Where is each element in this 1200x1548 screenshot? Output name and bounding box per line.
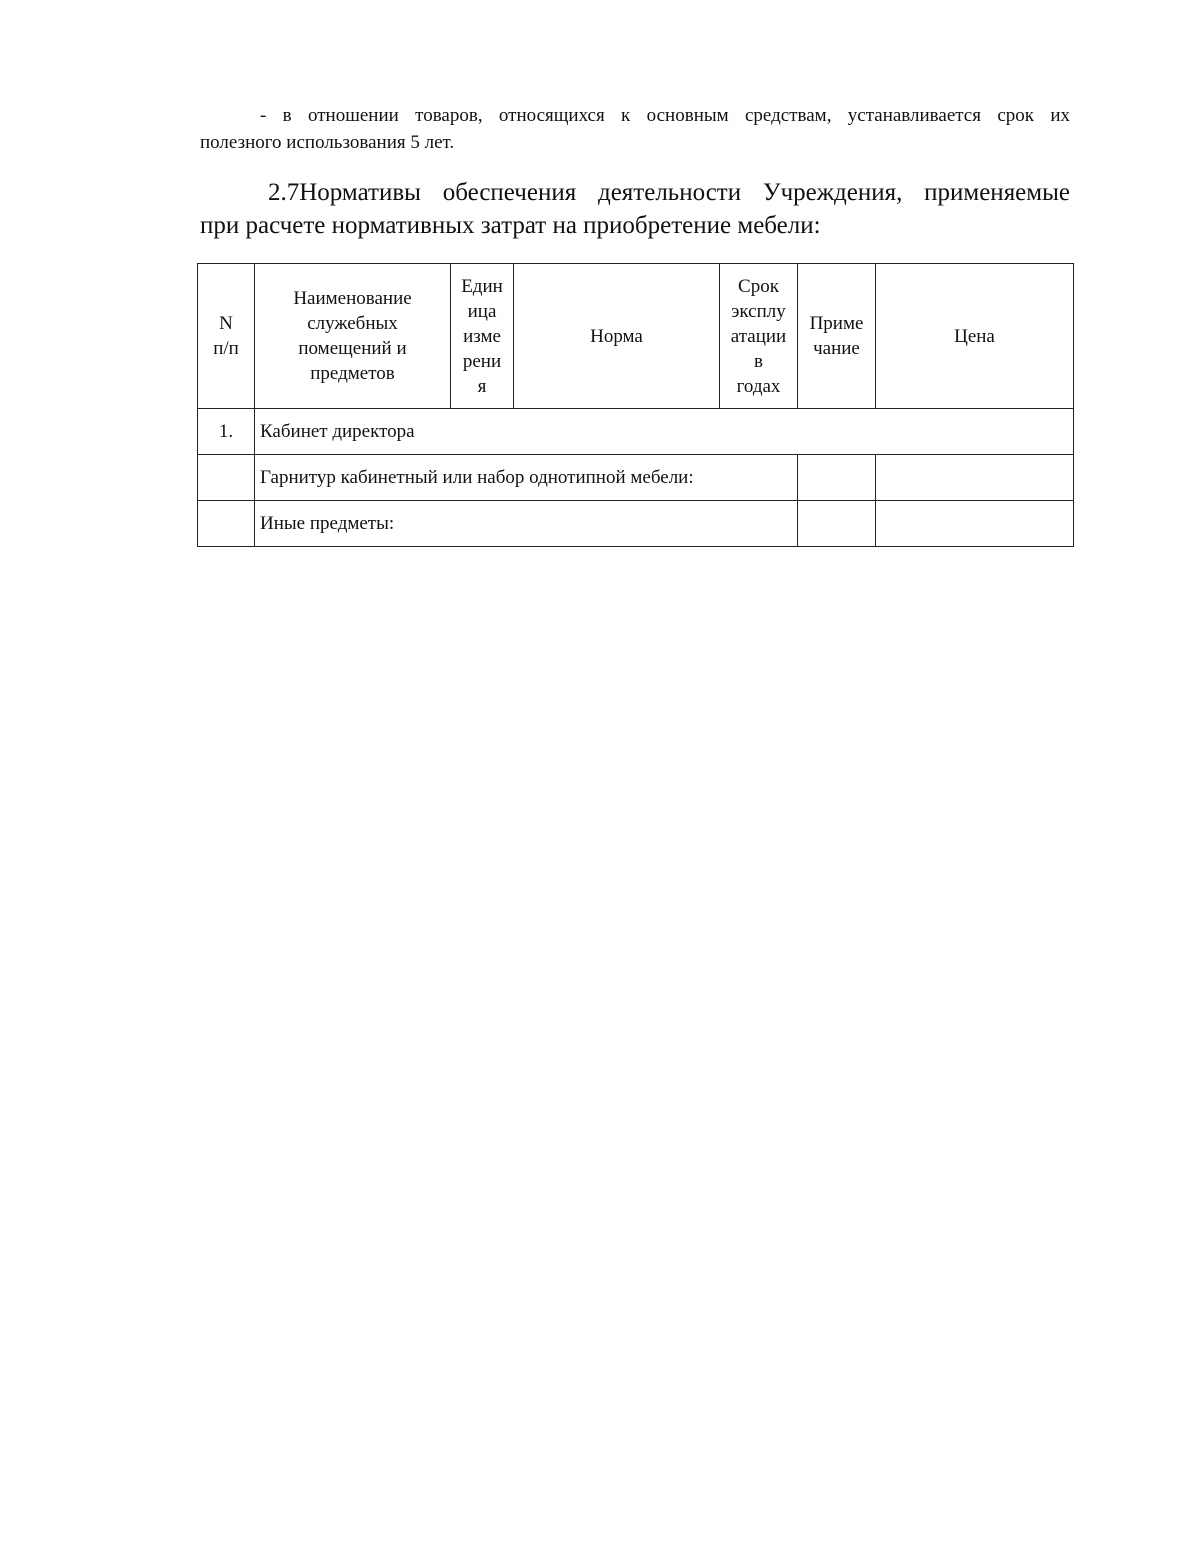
group-name: Кабинет директора bbox=[255, 409, 1074, 455]
section-title-line-2: при расчете нормативных затрат на приобретение мебели: bbox=[200, 212, 821, 239]
header-name: Наименование служебных помещений и предметов bbox=[255, 264, 451, 409]
header-note: Приме чание bbox=[798, 264, 876, 409]
section-heading bbox=[200, 176, 1070, 242]
group-num: 1. bbox=[198, 409, 255, 455]
subheader-1: Гарнитур кабинетный или набор однотипной мебели: bbox=[255, 455, 798, 501]
header-unit: Един ица изме рени я bbox=[451, 264, 514, 409]
section-title-line-1: Нормативы обеспечения деятельности Учреждения, применяемые bbox=[299, 179, 1070, 206]
group-row bbox=[198, 409, 1074, 455]
intro-line-2: полезного использования 5 лет. bbox=[200, 132, 455, 153]
furniture-norms-table bbox=[197, 263, 1074, 547]
header-term: Срок эксплу атации в годах bbox=[720, 264, 798, 409]
subheader-2: Иные предметы: bbox=[255, 501, 798, 547]
intro-paragraph bbox=[200, 102, 1070, 156]
header-norm: Норма bbox=[514, 264, 720, 409]
table-header-row bbox=[198, 264, 1074, 409]
header-num: N п/п bbox=[198, 264, 255, 409]
header-price: Цена bbox=[876, 264, 1074, 409]
intro-line-1: - в отношении товаров, относящихся к основным средствам, устанавливается срок их bbox=[260, 105, 1070, 126]
subheader-row-2 bbox=[198, 501, 1074, 547]
section-number: 2.7 bbox=[268, 179, 300, 206]
subheader-row-1 bbox=[198, 455, 1074, 501]
